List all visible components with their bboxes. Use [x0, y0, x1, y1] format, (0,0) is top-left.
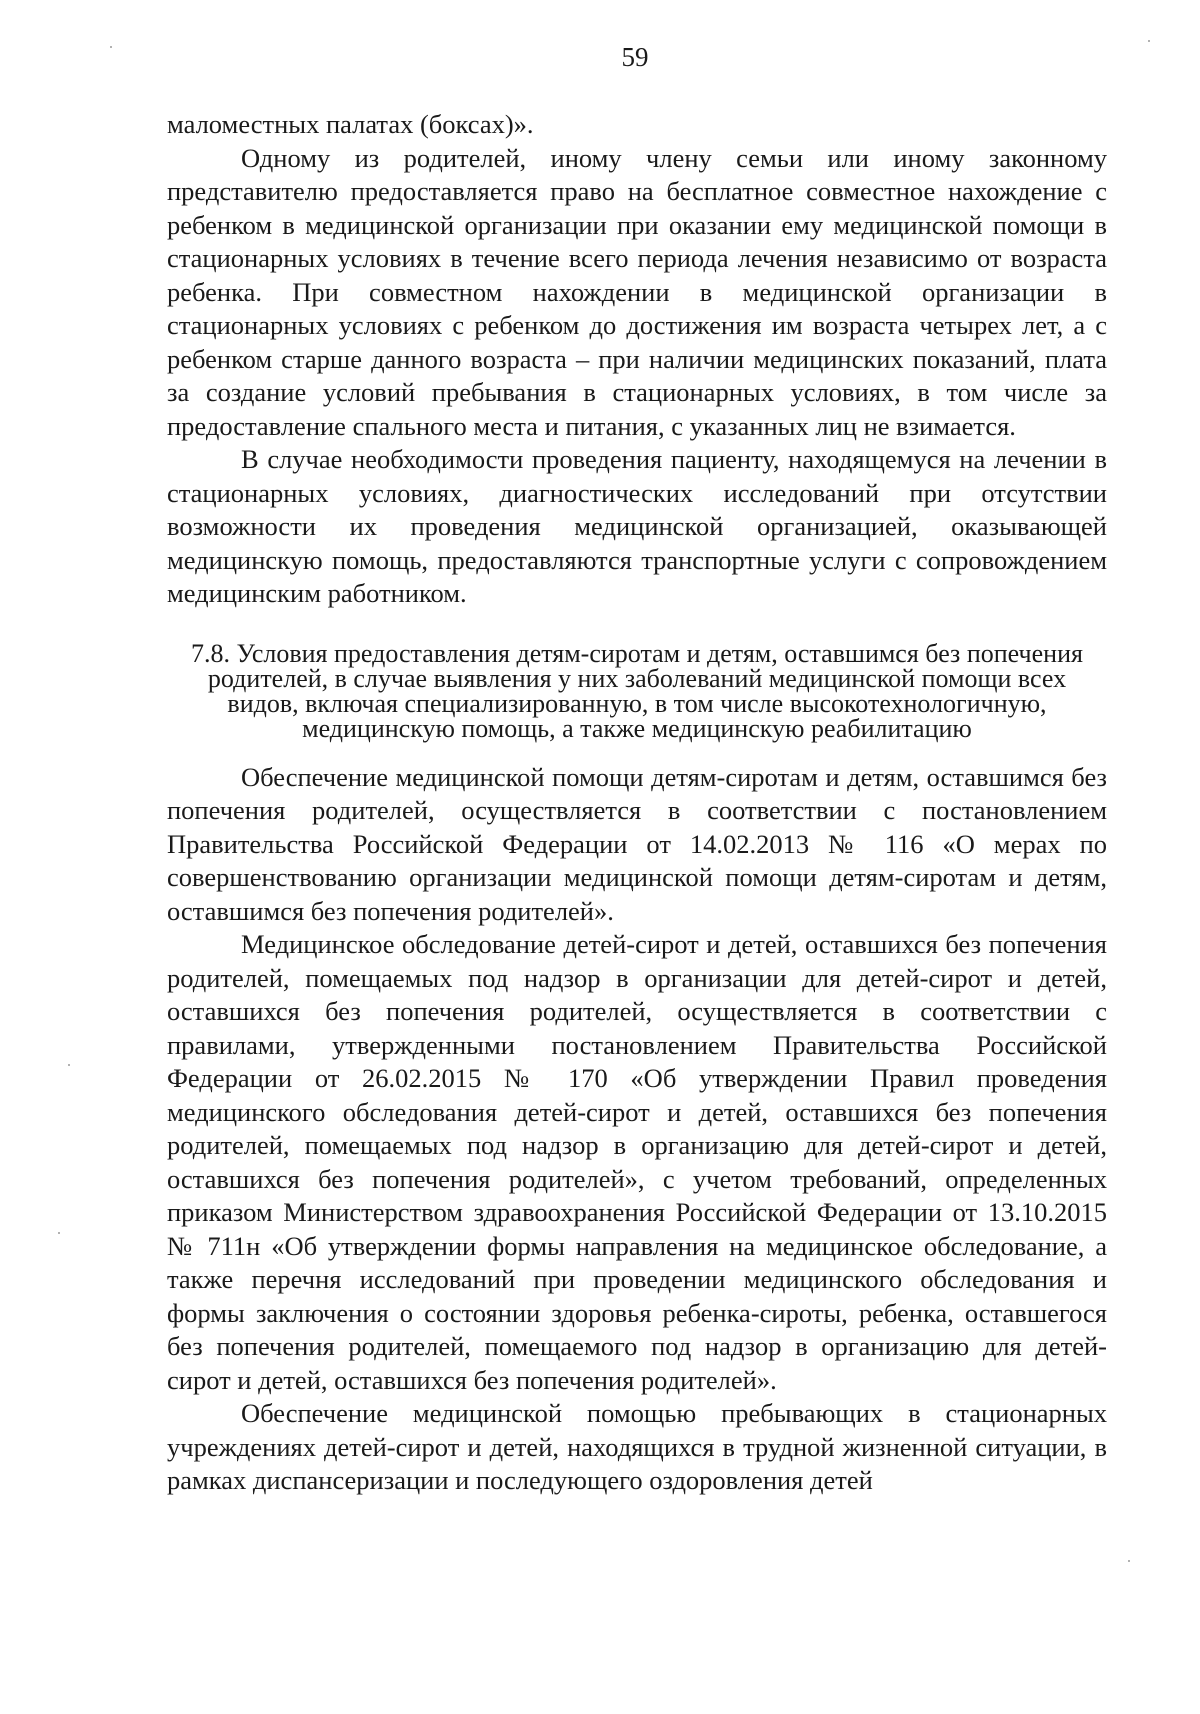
scan-speck — [1128, 1560, 1130, 1562]
paragraph-orphans-care: Обеспечение медицинской помощи детям-сиротам и детям, оставшимся без попечения родителей, осуществляется в соответствии с постановлением Правительства Российской Федерации от 14.02.2013 № 116 «О мерах по совершенствованию организации медицинской помощи детям-сиротам и детям, оставшимся без попечения родителей». — [167, 761, 1107, 926]
scan-speck — [68, 1064, 70, 1066]
paragraph-continuation: маломестных палатах (боксах)». — [167, 109, 534, 139]
section-heading: 7.8. Условия предоставления детям-сиротам и детям, оставшимся без попечения родителей, в случае выявления у них заболеваний медицинской помощи всех видов, включая специализированную, в том числе высокотехнологичную, медицинскую помощь, а также медицинскую реабилитацию — [191, 638, 1083, 743]
scan-speck — [110, 46, 112, 48]
page-number: 59 — [621, 42, 649, 72]
scan-speck — [1148, 40, 1150, 42]
paragraph-joint-stay: Одному из родителей, иному члену семьи или иному законному представителю предоставляется право на бесплатное совместное нахождение с ребенком в медицинской организации при оказании ему медицинской помощи в стационарных условиях в течение всего периода лечения независимо от возраста ребенка. При совместном нахождении в медицинской организации в стационарных условиях с ребенком до достижения им возраста четырех лет, а с ребенком старше данного возраста – при наличии медицинских показаний, плата за создание условий пребывания в стационарных условиях, в том числе за предоставление спального места и питания, с указанных лиц не взимается. — [167, 142, 1107, 441]
page-content — [167, 108, 1107, 1498]
paragraph-transport-services: В случае необходимости проведения пациенту, находящемуся на лечении в стационарных условиях, диагностических исследований при отсутствии возможности их проведения медицинской организацией, оказывающей медицинскую помощь, предоставляются транспортные услуги с сопровождением медицинским работником. — [167, 444, 1107, 608]
paragraph-medical-examination: Медицинское обследование детей-сирот и детей, оставшихся без попечения родителей, помещаемых под надзор в организации для детей-сирот и детей, оставшихся без попечения родителей, осуществляется в соответствии с правилами, утвержденными постановлением Правительства Российской Федерации от 26.02.2015 № 170 «Об утверждении Правил проведения медицинского обследования детей-сирот и детей, оставшихся без попечения родителей, помещаемых под надзор в организацию для детей-сирот и детей, оставшихся без попечения родителей», с учетом требований, определенных приказом Министерством здравоохранения Российской Федерации от 13.10.2015 № 711н «Об утверждении формы направления на медицинское обследование, а также перечня исследований при проведении медицинского обследования и формы заключения о состоянии здоровья ребенка-сироты, ребенка, оставшегося без попечения родителей, помещаемого под надзор в организацию для детей-сирот и детей, оставшихся без попечения родителей». — [167, 929, 1107, 1395]
paragraph-inpatient-institutions: Обеспечение медицинской помощью пребывающих в стационарных учреждениях детей-сирот и детей, находящихся в трудной жизненной ситуации, в рамках диспансеризации и последующего оздоровления детей — [167, 1398, 1107, 1495]
scan-speck — [58, 1232, 60, 1234]
